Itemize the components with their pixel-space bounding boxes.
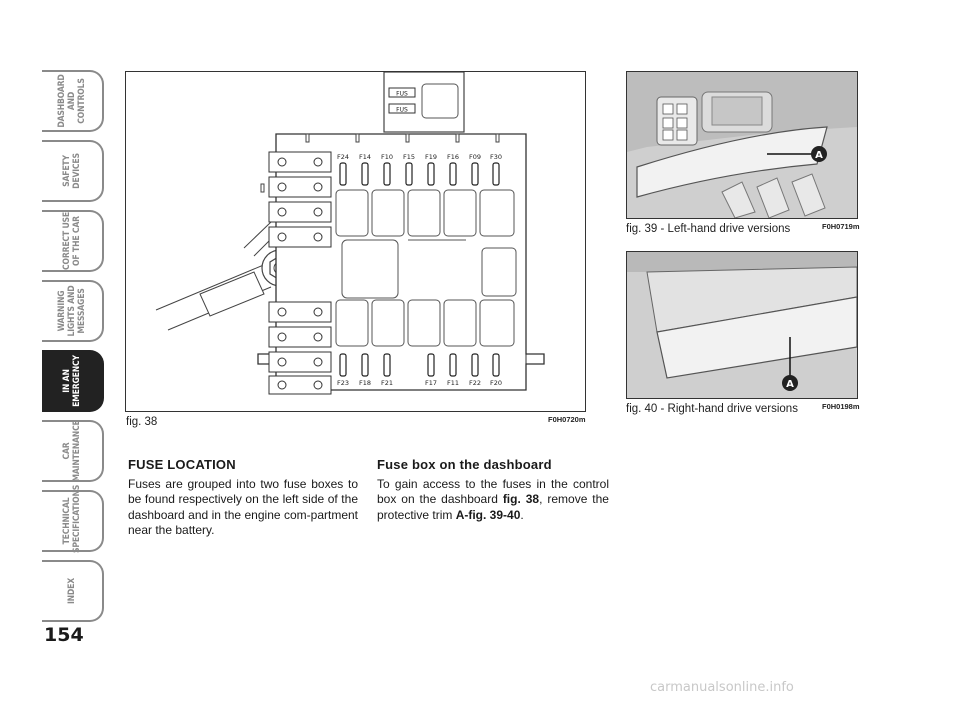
fuse-label-f09: F09: [468, 153, 482, 161]
watermark: carmanualsonline.info: [650, 680, 794, 695]
fig40-caption: fig. 40 - Right-hand drive versions: [626, 403, 798, 415]
fuse-label-f11: F11: [446, 379, 460, 387]
tab-index[interactable]: INDEX: [42, 560, 104, 622]
fig39-code: F0H0719m: [822, 222, 860, 231]
tab-dashboard-and-controls[interactable]: DASHBOARD AND CONTROLS: [42, 70, 104, 132]
marker-a-fig39: A: [815, 150, 823, 161]
fuse-label-f21: F21: [380, 379, 394, 387]
fus-label-1: FUS: [396, 90, 408, 98]
tab-technical-specifications[interactable]: TECHNICAL SPECIFICATIONS: [42, 490, 104, 552]
fig38-code: F0H0720m: [548, 415, 586, 424]
marker-a-fig40: A: [786, 379, 794, 390]
fuse-label-f16: F16: [446, 153, 460, 161]
fig38-caption: fig. 38: [126, 416, 158, 428]
page-number: 154: [44, 624, 84, 646]
fuse-box-diagram: [126, 72, 585, 411]
tab-in-an-emergency[interactable]: IN AN EMERGENCY: [42, 350, 104, 412]
fuse-label-f19: F19: [424, 153, 438, 161]
fuse-label-f18: F18: [358, 379, 372, 387]
tab-correct-use[interactable]: CORRECT USE OF THE CAR: [42, 210, 104, 272]
section-fuse-location-heading: FUSE LOCATION: [128, 457, 236, 472]
section-fuse-box-heading: Fuse box on the dashboard: [377, 457, 552, 472]
fuse-label-f20: F20: [489, 379, 503, 387]
section-fuse-location-body: Fuses are grouped into two fuse boxes to be found respectively on the left side of the dashboard and in the engine com-partment near the battery.: [128, 477, 358, 537]
tab-warning-lights[interactable]: WARNING LIGHTS AND MESSAGES: [42, 280, 104, 342]
fuse-label-f22: F22: [468, 379, 482, 387]
section-fuse-box-body: To gain access to the fuses in the control box on the dashboard fig. 38, remove the protective trim A-fig. 39-40.: [377, 477, 609, 522]
fuse-label-f30: F30: [489, 153, 503, 161]
dashboard-rhd-illustration: [627, 252, 857, 398]
fig40-code: F0H0198m: [822, 402, 860, 411]
fuse-label-f23: F23: [336, 379, 350, 387]
tab-safety-devices[interactable]: SAFETY DEVICES: [42, 140, 104, 202]
figure-38-fuse-box: [125, 71, 586, 412]
fus-label-2: FUS: [396, 106, 408, 114]
dashboard-lhd-illustration: [627, 72, 857, 218]
fuse-label-f17: F17: [424, 379, 438, 387]
ref-fig38: fig. 38: [502, 492, 540, 507]
fuse-label-f24: F24: [336, 153, 350, 161]
fuse-label-f15: F15: [402, 153, 416, 161]
figure-39-left-hand-drive: [626, 71, 858, 219]
fig39-caption: fig. 39 - Left-hand drive versions: [626, 223, 791, 235]
fuse-label-f14: F14: [358, 153, 372, 161]
figure-40-right-hand-drive: [626, 251, 858, 399]
ref-fig39-40: A-fig. 39-40: [455, 507, 521, 522]
tab-car-maintenance[interactable]: CAR MAINTENANCE: [42, 420, 104, 482]
fuse-label-f10: F10: [380, 153, 394, 161]
